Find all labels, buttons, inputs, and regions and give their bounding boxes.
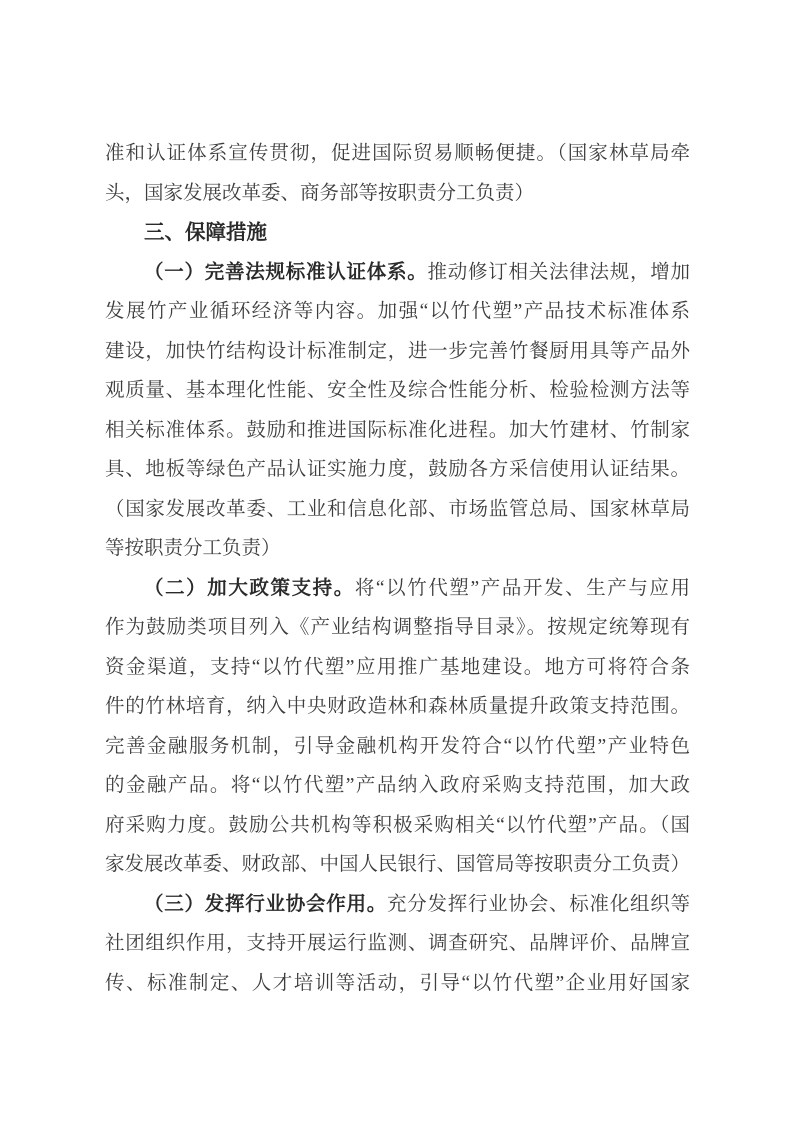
bold-lead-text: 三、保障措施 — [144, 221, 267, 244]
text-line — [105, 885, 690, 925]
text-line — [105, 134, 690, 174]
body-text: 件的竹林培育，纳入中央财政造林和森林质量提升政策支持范围。 — [105, 696, 690, 717]
text-line — [105, 924, 690, 964]
body-text: 传、标准制定、人才培训等活动，引导“以竹代塑”企业用好国家 — [105, 972, 690, 994]
document-body — [105, 134, 690, 1003]
body-text: 等按职责分工负责） — [105, 538, 281, 559]
bold-lead-text: （一）完善法规标准认证体系。 — [144, 260, 428, 283]
text-line — [105, 687, 690, 727]
body-text: 作为鼓励类项目列入《产业结构调整指导目录》。按规定统筹现有 — [105, 617, 690, 638]
text-line — [105, 292, 690, 332]
body-text: 准和认证体系宣传贯彻，促进国际贸易顺畅便捷。（国家林草局牵 — [105, 143, 690, 164]
body-text: 完善金融服务机制，引导金融机构开发符合“以竹代塑”产业特色 — [105, 735, 690, 757]
text-line — [105, 529, 690, 569]
body-text: 的金融产品。将“以竹代塑”产品纳入政府采购支持范围，加大政 — [105, 775, 690, 796]
text-line — [105, 845, 690, 885]
body-text: 府采购力度。鼓励公共机构等积极采购相关“以竹代塑”产品。（国 — [105, 814, 690, 836]
body-text: （国家发展改革委、工业和信息化部、市场监管总局、国家林草局 — [105, 498, 690, 520]
text-line — [105, 174, 690, 214]
text-line — [105, 569, 690, 609]
body-text: 家发展改革委、财政部、中国人民银行、国管局等按职责分工负责） — [105, 854, 690, 875]
text-line — [105, 727, 690, 767]
text-line — [105, 450, 690, 490]
text-line — [105, 490, 690, 530]
body-text: 相关标准体系。鼓励和推进国际标准化进程。加大竹建材、竹制家 — [105, 419, 690, 441]
section-heading — [105, 213, 690, 253]
text-line — [105, 964, 690, 1004]
body-text: 资金渠道，支持“以竹代塑”应用推广基地建设。地方可将符合条 — [105, 656, 690, 678]
body-text: 观质量、基本理化性能、安全性及综合性能分析、检验检测方法等 — [105, 380, 690, 401]
text-line — [105, 766, 690, 806]
body-text: 充分发挥行业协会、标准化组织等 — [387, 893, 690, 915]
text-line — [105, 806, 690, 846]
bold-lead-text: （三）发挥行业协会作用。 — [144, 892, 387, 915]
text-line — [105, 608, 690, 648]
text-line — [105, 253, 690, 293]
body-text: 发展竹产业循环经济等内容。加强“以竹代塑”产品技术标准体系 — [105, 301, 690, 322]
body-text: 具、地板等绿色产品认证实施力度，鼓励各方采信使用认证结果。 — [105, 459, 690, 480]
body-text: 推动修订相关法律法规，增加 — [427, 261, 690, 283]
body-text: 将“以竹代塑”产品开发、生产与应用 — [354, 577, 690, 599]
body-text: 头，国家发展改革委、商务部等按职责分工负责） — [105, 182, 535, 204]
text-line — [105, 411, 690, 451]
text-line — [105, 371, 690, 411]
text-line — [105, 332, 690, 372]
body-text: 建设，加快竹结构设计标准制定，进一步完善竹餐厨用具等产品外 — [105, 340, 690, 362]
body-text: 社团组织作用，支持开展运行监测、调查研究、品牌评价、品牌宣 — [105, 933, 690, 954]
bold-lead-text: （二）加大政策支持。 — [144, 576, 355, 599]
text-line — [105, 648, 690, 688]
